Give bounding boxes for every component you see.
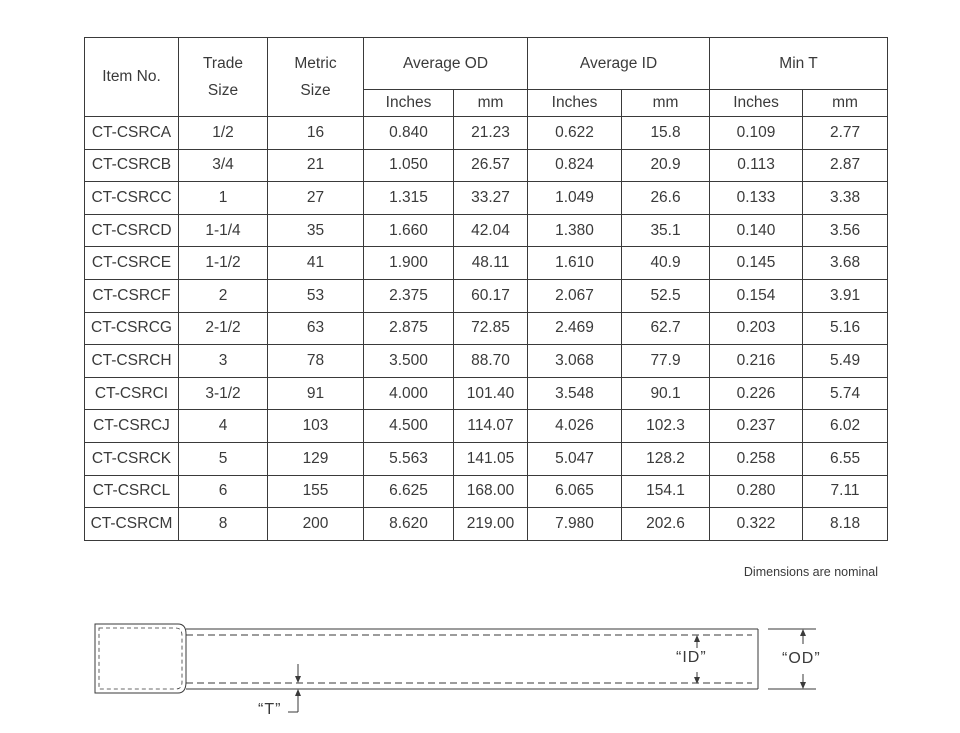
table-row [85,117,888,150]
cell-id-mm: 35.1 [622,214,710,247]
cell-t-inches: 0.140 [710,214,803,247]
cell-t-inches: 0.216 [710,345,803,378]
cell-t-mm: 6.55 [803,442,888,475]
cell-t-mm: 5.16 [803,312,888,345]
cell-trade-size: 1-1/4 [179,214,268,247]
cell-metric-size: 155 [268,475,364,508]
cell-id-mm: 20.9 [622,149,710,182]
cell-id-inches: 2.067 [528,279,622,312]
cell-od-inches: 3.500 [364,345,454,378]
conduit-dimensions-table [84,37,888,541]
cell-trade-size: 8 [179,508,268,541]
cell-id-inches: 3.068 [528,345,622,378]
cell-t-mm: 5.49 [803,345,888,378]
cell-id-inches: 4.026 [528,410,622,443]
table-row [85,410,888,443]
cell-item-no: CT-CSRCG [85,312,179,345]
cell-id-mm: 90.1 [622,377,710,410]
cell-trade-size: 1-1/2 [179,247,268,280]
cell-od-inches: 4.000 [364,377,454,410]
cell-metric-size: 41 [268,247,364,280]
cell-t-inches: 0.258 [710,442,803,475]
subheader-id-inches: Inches [528,90,622,117]
cell-od-inches: 1.050 [364,149,454,182]
cell-t-mm: 3.56 [803,214,888,247]
table-row [85,182,888,215]
cell-od-inches: 1.315 [364,182,454,215]
cell-trade-size: 3 [179,345,268,378]
cell-t-inches: 0.145 [710,247,803,280]
table-row [85,345,888,378]
cell-t-inches: 0.133 [710,182,803,215]
cell-id-inches: 3.548 [528,377,622,410]
cell-t-mm: 2.77 [803,117,888,150]
table-row [85,312,888,345]
cell-t-mm: 2.87 [803,149,888,182]
table-row [85,442,888,475]
cell-id-mm: 202.6 [622,508,710,541]
cell-id-inches: 1.380 [528,214,622,247]
cell-item-no: CT-CSRCC [85,182,179,215]
header-average-id: Average ID [528,38,710,90]
cell-t-mm: 3.38 [803,182,888,215]
cell-t-inches: 0.154 [710,279,803,312]
cell-id-mm: 62.7 [622,312,710,345]
cell-metric-size: 91 [268,377,364,410]
header-trade-size: Trade Size [179,38,268,117]
cell-id-mm: 26.6 [622,182,710,215]
cell-id-inches: 0.622 [528,117,622,150]
cell-od-mm: 219.00 [454,508,528,541]
cell-t-mm: 3.68 [803,247,888,280]
cell-t-mm: 3.91 [803,279,888,312]
cell-item-no: CT-CSRCD [85,214,179,247]
table-row [85,149,888,182]
cell-id-mm: 154.1 [622,475,710,508]
cell-od-mm: 42.04 [454,214,528,247]
cell-od-mm: 26.57 [454,149,528,182]
cell-trade-size: 3/4 [179,149,268,182]
cell-metric-size: 35 [268,214,364,247]
cell-metric-size: 103 [268,410,364,443]
cell-id-inches: 7.980 [528,508,622,541]
cell-od-mm: 88.70 [454,345,528,378]
cell-item-no: CT-CSRCB [85,149,179,182]
cell-id-mm: 102.3 [622,410,710,443]
dimensions-note: Dimensions are nominal [743,565,878,579]
header-min-t: Min T [710,38,888,90]
cell-metric-size: 53 [268,279,364,312]
cell-od-inches: 5.563 [364,442,454,475]
cell-item-no: CT-CSRCL [85,475,179,508]
cell-od-inches: 1.660 [364,214,454,247]
table-row [85,279,888,312]
cell-t-inches: 0.226 [710,377,803,410]
cell-trade-size: 4 [179,410,268,443]
table-row [85,214,888,247]
cell-t-inches: 0.237 [710,410,803,443]
cell-id-mm: 15.8 [622,117,710,150]
cell-item-no: CT-CSRCH [85,345,179,378]
cell-t-mm: 8.18 [803,508,888,541]
cell-t-inches: 0.280 [710,475,803,508]
cell-od-mm: 114.07 [454,410,528,443]
cell-metric-size: 16 [268,117,364,150]
t-label: “T” [258,701,282,718]
cell-trade-size: 2 [179,279,268,312]
cell-t-mm: 6.02 [803,410,888,443]
cell-item-no: CT-CSRCI [85,377,179,410]
header-metric-size: Metric Size [268,38,364,117]
cell-od-mm: 101.40 [454,377,528,410]
cell-metric-size: 78 [268,345,364,378]
cell-id-mm: 52.5 [622,279,710,312]
cell-t-inches: 0.113 [710,149,803,182]
cell-id-inches: 1.049 [528,182,622,215]
cell-t-inches: 0.203 [710,312,803,345]
cell-trade-size: 1 [179,182,268,215]
header-average-od: Average OD [364,38,528,90]
cell-item-no: CT-CSRCJ [85,410,179,443]
table-body [85,117,888,541]
cell-id-mm: 40.9 [622,247,710,280]
cell-item-no: CT-CSRCA [85,117,179,150]
cell-id-mm: 128.2 [622,442,710,475]
cell-t-mm: 7.11 [803,475,888,508]
cell-od-mm: 33.27 [454,182,528,215]
cell-id-inches: 2.469 [528,312,622,345]
cell-od-mm: 72.85 [454,312,528,345]
cell-od-inches: 2.875 [364,312,454,345]
coupling-inner-dashed [99,628,182,689]
cell-od-inches: 2.375 [364,279,454,312]
subheader-od-mm: mm [454,90,528,117]
cell-od-mm: 141.05 [454,442,528,475]
cell-trade-size: 6 [179,475,268,508]
cell-id-inches: 6.065 [528,475,622,508]
cell-od-inches: 4.500 [364,410,454,443]
subheader-t-mm: mm [803,90,888,117]
subheader-t-inches: Inches [710,90,803,117]
cell-t-mm: 5.74 [803,377,888,410]
table-row [85,508,888,541]
cell-od-inches: 1.900 [364,247,454,280]
subheader-id-mm: mm [622,90,710,117]
cell-od-inches: 6.625 [364,475,454,508]
coupling-outline [95,624,186,693]
cell-item-no: CT-CSRCE [85,247,179,280]
cell-od-inches: 0.840 [364,117,454,150]
id-label: “ID” [676,649,707,666]
cell-metric-size: 21 [268,149,364,182]
subheader-od-inches: Inches [364,90,454,117]
cell-od-mm: 168.00 [454,475,528,508]
cell-t-inches: 0.109 [710,117,803,150]
cell-od-mm: 48.11 [454,247,528,280]
cell-item-no: CT-CSRCK [85,442,179,475]
cell-id-inches: 1.610 [528,247,622,280]
cell-id-inches: 0.824 [528,149,622,182]
table-row [85,475,888,508]
cell-od-mm: 60.17 [454,279,528,312]
cell-trade-size: 3-1/2 [179,377,268,410]
cell-od-mm: 21.23 [454,117,528,150]
cell-metric-size: 27 [268,182,364,215]
cell-t-inches: 0.322 [710,508,803,541]
header-item-no: Item No. [85,38,179,117]
cell-trade-size: 2-1/2 [179,312,268,345]
cell-trade-size: 1/2 [179,117,268,150]
cell-item-no: CT-CSRCM [85,508,179,541]
cell-id-inches: 5.047 [528,442,622,475]
cell-item-no: CT-CSRCF [85,279,179,312]
od-label: “OD” [782,650,821,667]
table-row [85,377,888,410]
cell-id-mm: 77.9 [622,345,710,378]
cell-metric-size: 63 [268,312,364,345]
cell-trade-size: 5 [179,442,268,475]
cell-metric-size: 200 [268,508,364,541]
cell-od-inches: 8.620 [364,508,454,541]
cell-metric-size: 129 [268,442,364,475]
table-row [85,247,888,280]
